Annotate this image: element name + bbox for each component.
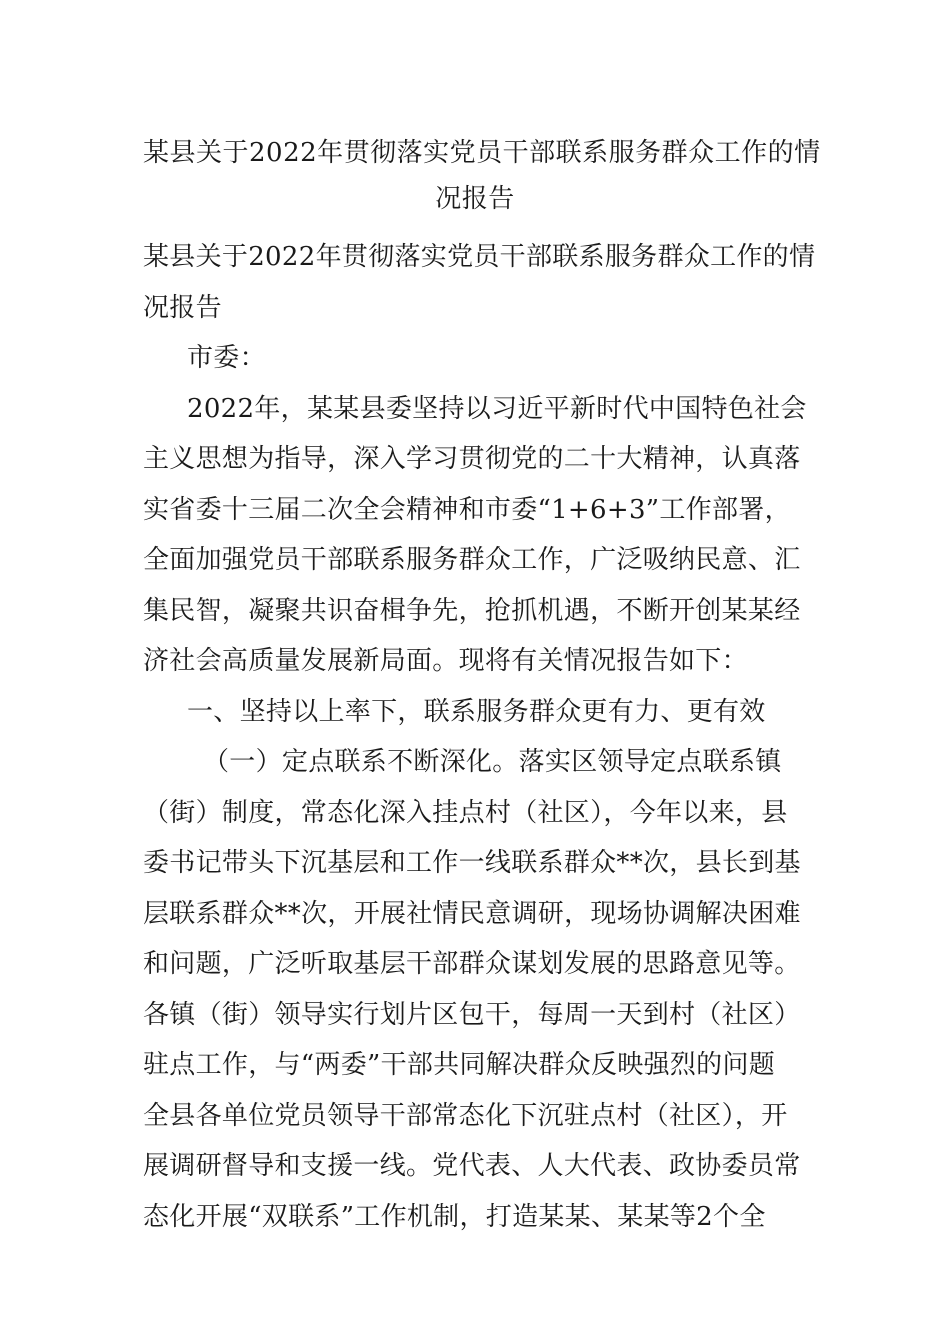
paragraph-line: 和问题，广泛听取基层干部群众谋划发展的思路意见等。 <box>143 949 801 979</box>
paragraph-line: 各镇（街）领导实行划片区包干，每周一天到村（社区） <box>143 999 801 1030</box>
paragraph-line: 集民智，凝聚共识奋楫争先，抢抓机遇，不断开创某某经 <box>143 595 801 626</box>
paragraph-line: （街）制度，常态化深入挂点村（社区），今年以来，县 <box>143 797 788 828</box>
paragraph-line: 展调研督导和支援一线。党代表、人大代表、政协委员常 <box>143 1151 801 1181</box>
paragraph-line: 层联系群众**次，开展社情民意调研，现场协调解决困难 <box>143 898 801 929</box>
paragraph-line: 济社会高质量发展新局面。现将有关情况报告如下： <box>143 646 748 676</box>
subsection-heading: （一）定点联系不断深化。落实区领导定点联系镇 <box>203 747 782 777</box>
title-line-1: 某县关于2022年贯彻落实党员干部联系服务群众工作的情 <box>143 138 821 168</box>
salutation: 市委： <box>187 343 266 373</box>
paragraph-line: 实省委十三届二次全会精神和市委“1+6+3”工作部署， <box>143 494 791 525</box>
title-line-2: 况报告 <box>435 184 515 214</box>
section-heading: 一、坚持以上率下，联系服务群众更有力、更有效 <box>187 696 766 727</box>
paragraph-line: 委书记带头下沉基层和工作一线联系群众**次，县长到基 <box>143 848 801 878</box>
paragraph-line: 全面加强党员干部联系服务群众工作，广泛吸纳民意、汇 <box>143 545 801 575</box>
paragraph-line: 态化开展“双联系”工作机制，打造某某、某某等2个全 <box>143 1201 766 1232</box>
document-title <box>143 130 821 222</box>
repeated-title-line-1: 某县关于2022年贯彻落实党员干部联系服务群众工作的情 <box>143 242 816 272</box>
paragraph-line: 主义思想为指导，深入学习贯彻党的二十大精神，认真落 <box>143 444 801 474</box>
paragraph-line: 全县各单位党员领导干部常态化下沉驻点村（社区），开 <box>143 1100 788 1131</box>
repeated-title-line-2: 况报告 <box>143 292 222 323</box>
paragraph-line: 2022年，某某县委坚持以习近平新时代中国特色社会 <box>187 393 807 424</box>
document-body <box>143 232 816 1242</box>
paragraph-line: 驻点工作，与“两委”干部共同解决群众反映强烈的问题 <box>143 1050 776 1080</box>
